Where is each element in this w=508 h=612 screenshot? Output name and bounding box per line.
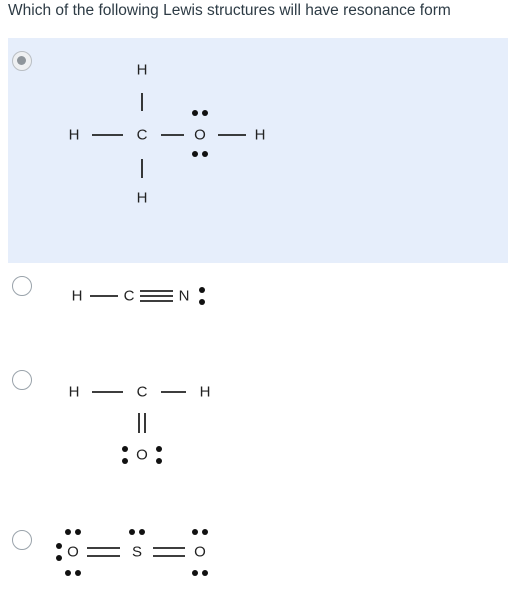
answer-option-formaldehyde[interactable] <box>8 360 508 480</box>
lewis-structure-so2 <box>8 520 508 605</box>
atom-label: S <box>131 543 143 561</box>
lone-pair-dot <box>199 287 205 293</box>
question-text: Which of the following Lewis structures will have resonance form <box>8 2 451 19</box>
lone-pair-dot <box>156 458 162 464</box>
lone-pair-dot <box>192 570 198 576</box>
atom-label: H <box>136 61 148 79</box>
lone-pair-dot <box>122 446 128 452</box>
lone-pair-dot <box>192 151 198 157</box>
answer-option-so2[interactable] <box>8 520 508 605</box>
lewis-structure-hcn <box>8 266 508 351</box>
atom-label: O <box>194 543 206 561</box>
atom-label: H <box>71 287 83 305</box>
lone-pair-dot <box>65 570 71 576</box>
atom-label: H <box>254 126 266 144</box>
lone-pair-dot <box>202 529 208 535</box>
atom-label: H <box>68 383 80 401</box>
lone-pair-dot <box>56 543 62 549</box>
lone-pair-dot <box>192 529 198 535</box>
atom-label: N <box>178 287 190 305</box>
atom-label: H <box>199 383 211 401</box>
atom-label: C <box>123 287 135 305</box>
atom-label: O <box>194 126 206 144</box>
lone-pair-dot <box>192 110 198 116</box>
lone-pair-dot <box>122 458 128 464</box>
atom-label: O <box>136 446 148 464</box>
lone-pair-dot <box>202 151 208 157</box>
answer-option-methanol[interactable] <box>8 38 508 263</box>
lone-pair-dot <box>75 570 81 576</box>
atom-label: H <box>68 126 80 144</box>
atom-label: H <box>136 189 148 207</box>
lone-pair-dot <box>56 555 62 561</box>
atom-label: C <box>136 383 148 401</box>
lone-pair-dot <box>202 110 208 116</box>
lone-pair-dot <box>156 446 162 452</box>
atom-label: O <box>67 543 79 561</box>
answer-option-hcn[interactable] <box>8 266 508 351</box>
lone-pair-dot <box>129 529 135 535</box>
lone-pair-dot <box>65 529 71 535</box>
atom-label: C <box>136 126 148 144</box>
lewis-structure-methanol <box>8 38 508 263</box>
lone-pair-dot <box>202 570 208 576</box>
lone-pair-dot <box>75 529 81 535</box>
lewis-structure-formaldehyde <box>8 360 508 480</box>
lone-pair-dot <box>139 529 145 535</box>
lone-pair-dot <box>199 299 205 305</box>
